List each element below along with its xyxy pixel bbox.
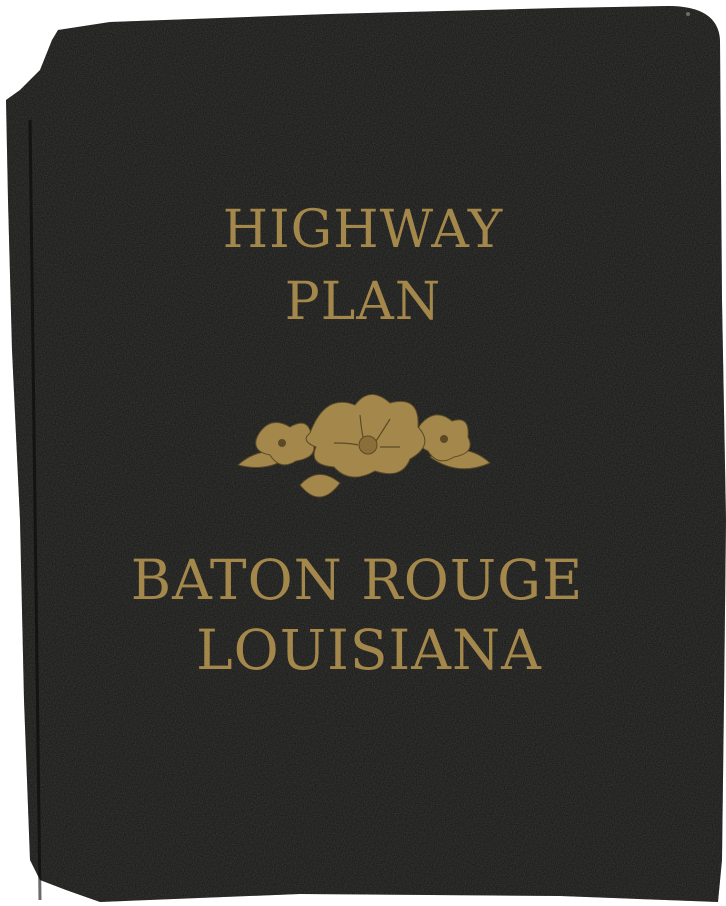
place-line-baton-rouge: BATON ROUGE <box>130 548 584 612</box>
title-line-plan: PLAN <box>284 272 442 332</box>
blossom-center-petals <box>306 394 425 477</box>
place-line-louisiana: LOUISIANA <box>196 618 542 682</box>
corner-mark <box>686 12 690 16</box>
leaf-bottom <box>300 474 340 497</box>
magnolia-flower-icon <box>230 385 495 510</box>
blossom-center <box>359 436 377 454</box>
title-line-highway: HIGHWAY <box>222 200 504 260</box>
